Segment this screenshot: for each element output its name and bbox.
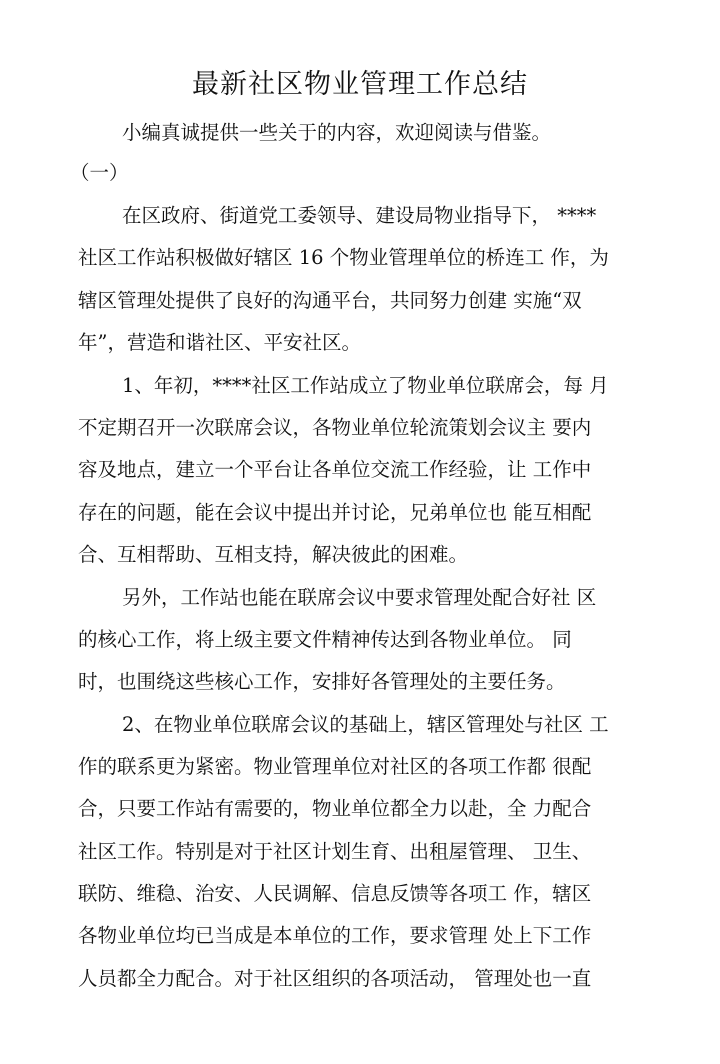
section-number: （一） — [70, 161, 129, 184]
paragraph-line: 1、年初，****社区工作站成立了物业单位联席会，每 月 — [122, 374, 609, 397]
paragraph-line: 在区政府、街道党工委领导、建设局物业指导下， **** — [122, 204, 597, 227]
intro-line: 小编真诚提供一些关于的内容，欢迎阅读与借鉴。 — [122, 121, 552, 144]
paragraph-line: 辖区管理处提供了良好的沟通平台，共同努力创建 实施“双 — [78, 289, 582, 312]
paragraph-line: 年”，营造和谐社区、平安社区。 — [78, 331, 361, 354]
paragraph-line: 作的联系更为紧密。物业管理单位对社区的各项工作都 很配 — [78, 755, 592, 778]
paragraph-line: 社区工作。特别是对于社区计划生育、出租屋管理、 卫生、 — [78, 840, 592, 863]
paragraph-line: 的核心工作，将上级主要文件精神传达到各物业单位。 同 — [78, 628, 572, 651]
paragraph-line: 联防、维稳、治安、人民调解、信息反馈等各项工 作，辖区 — [78, 882, 592, 905]
paragraph-line: 合，只要工作站有需要的，物业单位都全力以赴，全 力配合 — [78, 797, 592, 820]
paragraph-line: 社区工作站积极做好辖区 16 个物业管理单位的桥连工 作，为 — [78, 246, 609, 269]
paragraph-line: 容及地点，建立一个平台让各单位交流工作经验，让 工作中 — [78, 458, 592, 481]
paragraph-line: 各物业单位均已当成是本单位的工作，要求管理 处上下工作 — [78, 924, 592, 947]
paragraph-line: 时，也围绕这些核心工作，安排好各管理处的主要任务。 — [78, 670, 566, 693]
paragraph-line: 另外，工作站也能在联席会议中要求管理处配合好社 区 — [122, 586, 597, 609]
document-title: 最新社区物业管理工作总结 — [192, 69, 528, 100]
paragraph-line: 存在的问题，能在会议中提出并讨论，兄弟单位也 能互相配 — [78, 501, 592, 524]
paragraph-line: 人员都全力配合。对于社区组织的各项活动， 管理处也一直 — [78, 967, 592, 990]
paragraph-line: 不定期召开一次联席会议，各物业单位轮流策划会议主 要内 — [78, 416, 592, 439]
paragraph-line: 2、在物业单位联席会议的基础上，辖区管理处与社区 工 — [122, 713, 609, 736]
paragraph-line: 合、互相帮助、互相支持，解决彼此的困难。 — [78, 543, 469, 566]
